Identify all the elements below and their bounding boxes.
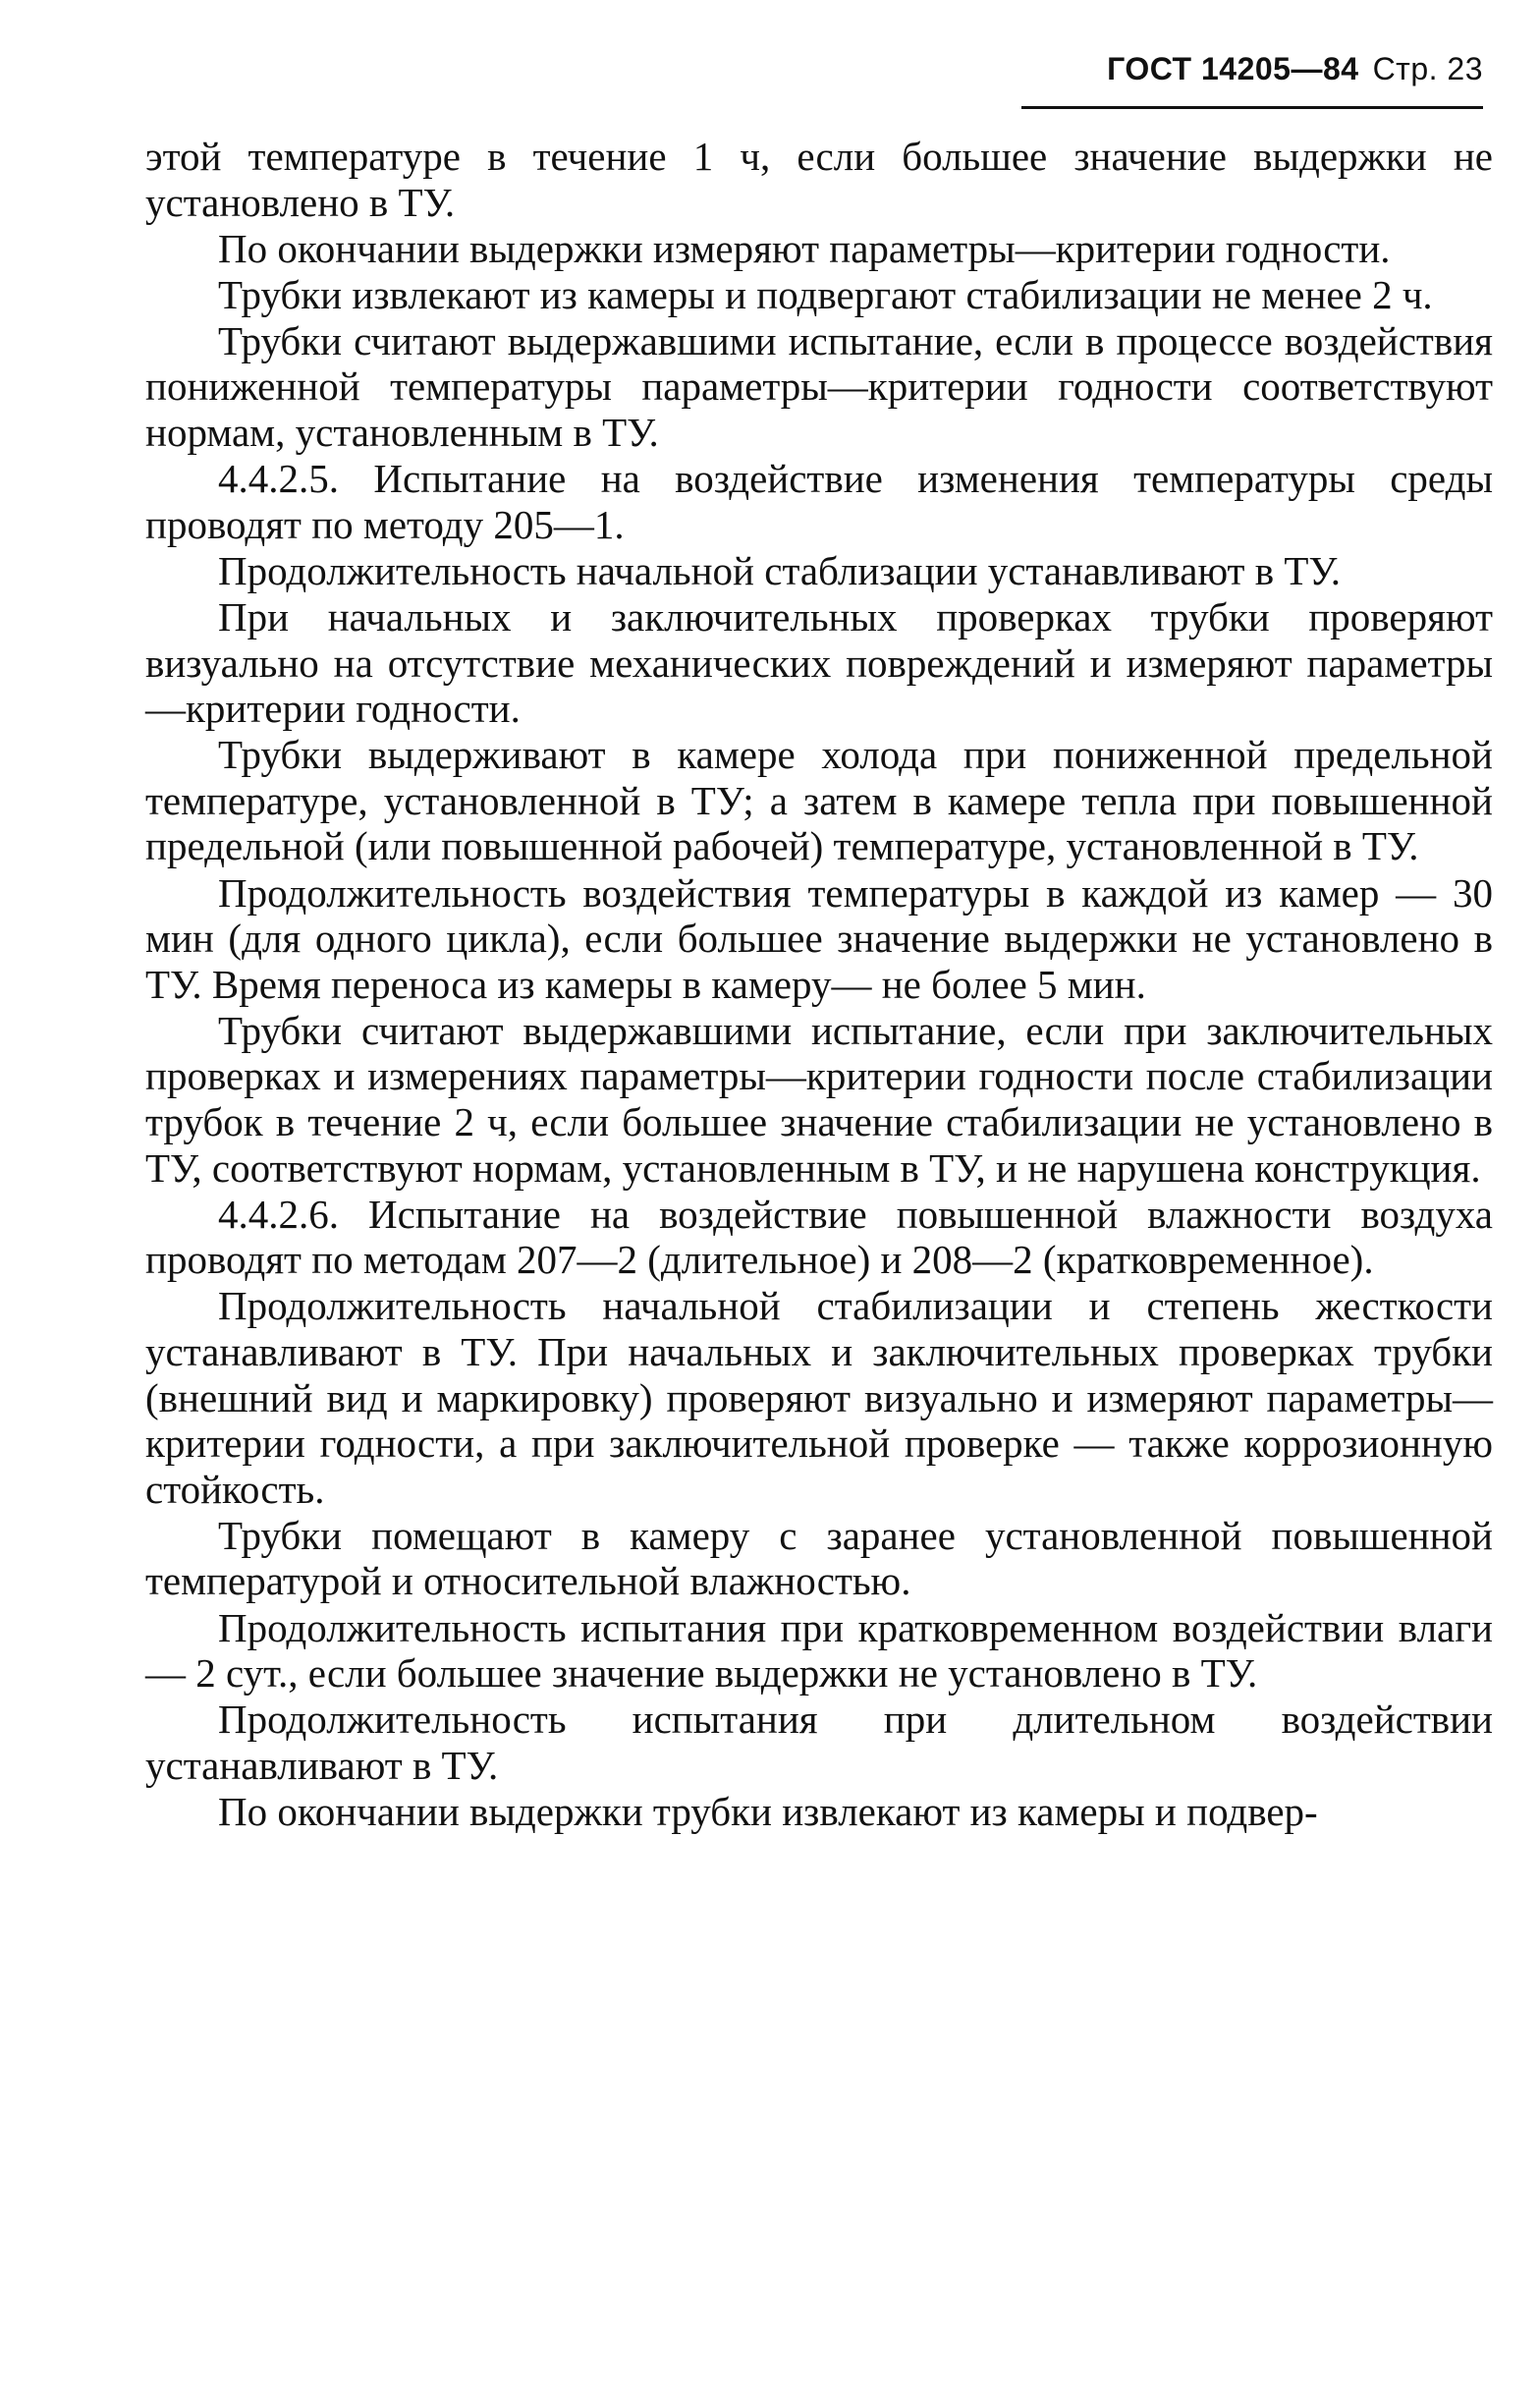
paragraph: Продолжительность начальной стабилизации и степень жесткости устанавливают в ТУ. При начальных и заключительных проверках трубки (внешний вид и маркировку) проверяют визуально и измеряют параметры—критерии годности, а при заключительной проверке — также коррозионную стойкость. [145, 1283, 1493, 1512]
standard-number: ГОСТ 14205—84 [1107, 51, 1359, 86]
paragraph: Продолжительность испытания при длительном воздействии устанавливают в ТУ. [145, 1697, 1493, 1788]
page-number: Стр. 23 [1372, 51, 1483, 86]
paragraph-trailing: По окончании выдержки трубки извлекают из камеры и подвер- [218, 1788, 1318, 1834]
paragraph: Трубки считают выдержавшими испытание, если при заключительных проверках и измерениях параметры—критерии годности после стабилизации трубок в течение 2 ч, если большее значение стабилизации не установлено в ТУ, соответствуют нормам, установленным в ТУ, и не нарушена конструкция. [145, 1007, 1493, 1191]
paragraph: Трубки помещают в камеру с заранее установленной повышенной температурой и относительной влажностью. [145, 1512, 1493, 1604]
paragraph-continuation: этой температуре в течение 1 ч, если большее значение выдержки не установлено в ТУ. [145, 134, 1493, 225]
paragraph: При начальных и заключительных проверках трубки проверяют визуально на отсутствие механических повреждений и измеряют параметры—критерии годности. [145, 593, 1493, 732]
paragraph: Продолжительность воздействия температуры в каждой из камер — 30 мин (для одного цикла), если большее значение выдержки не установлено в ТУ. Время переноса из камеры в камеру— не более 5 мин. [145, 869, 1493, 1007]
paragraph: Продолжительность начальной стаблизации устанавливают в ТУ. [218, 547, 1341, 593]
paragraph: Трубки извлекают из камеры и подвергают стабилизации не менее 2 ч. [218, 271, 1433, 317]
paragraph: Продолжительность испытания при кратковременном воздействии влаги — 2 сут., если большее значение выдержки не установлено в ТУ. [145, 1604, 1493, 1697]
paragraph: Трубки выдерживают в камере холода при пониженной предельной температуре, установленной в ТУ; а затем в камере тепла при повышенной предельной (или повышенной рабочей) температуре, установленной в ТУ. [145, 732, 1493, 869]
clause-4-4-2-6: 4.4.2.6. Испытание на воздействие повышенной влажности воздуха проводят по методам 207—2 (длительное) и 208—2 (кратковременное). [145, 1191, 1493, 1283]
header-rule [1021, 106, 1483, 109]
running-header [1021, 51, 1483, 100]
paragraph: Трубки считают выдержавшими испытание, если в процессе воздействия пониженной температуры параметры—критерии годности соответствуют нормам, установленным в ТУ. [145, 317, 1493, 456]
paragraph: По окончании выдержки измеряют параметры—критерии годности. [218, 225, 1391, 271]
clause-4-4-2-5: 4.4.2.5. Испытание на воздействие изменения температуры среды проводят по методу 205—1. [145, 456, 1493, 547]
body-text [145, 134, 1493, 1835]
